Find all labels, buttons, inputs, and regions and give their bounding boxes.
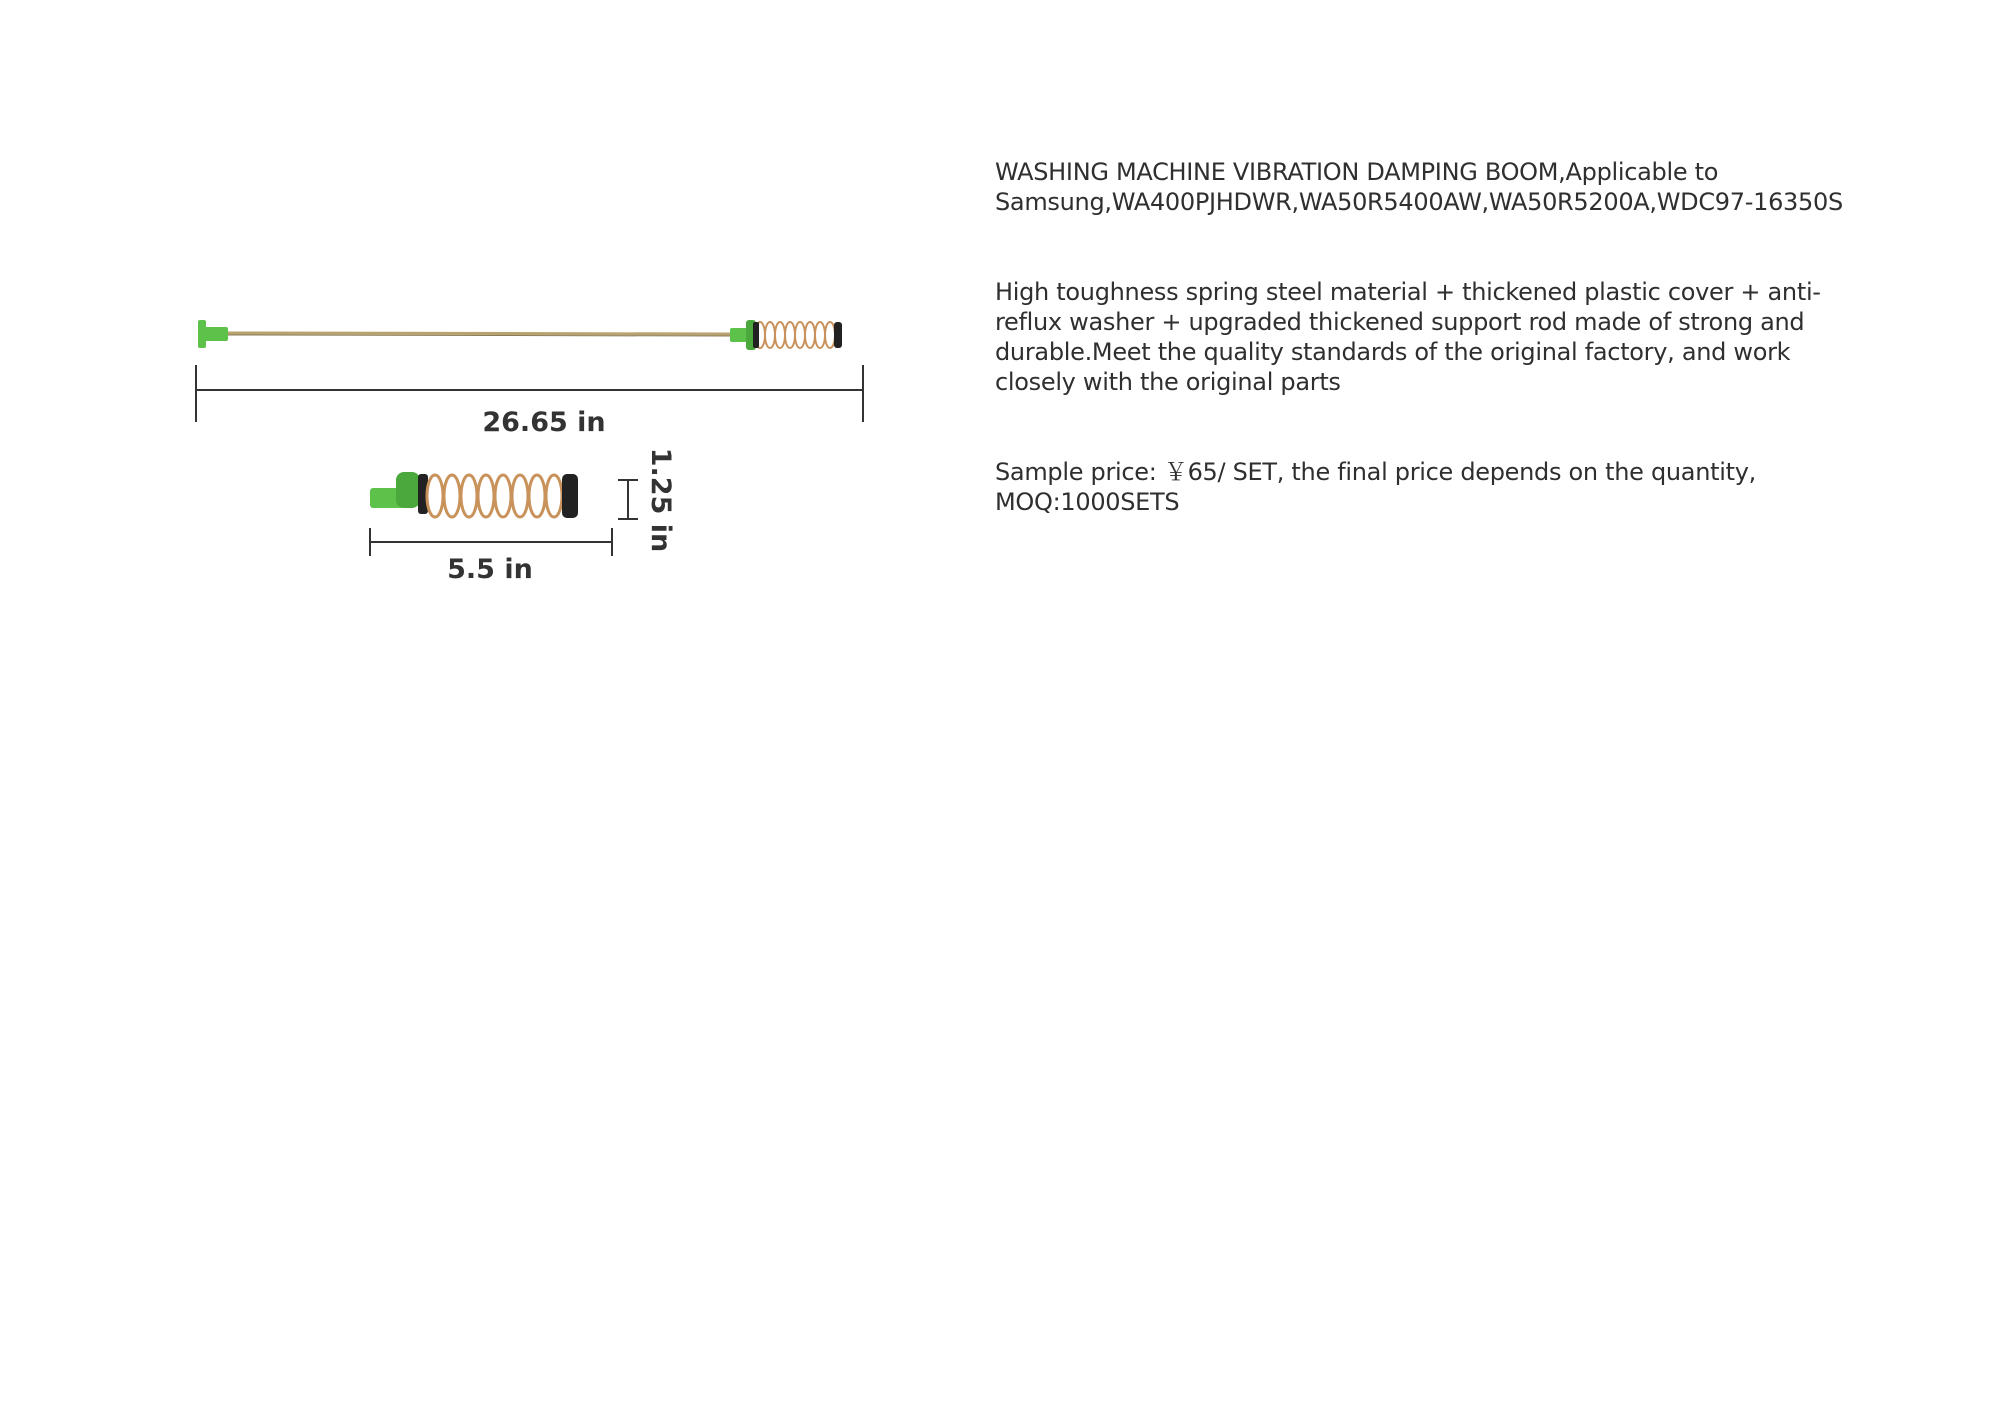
product-title — [995, 157, 1875, 217]
rod-line — [228, 333, 730, 334]
long-spring — [755, 322, 835, 348]
product-figure — [190, 300, 890, 600]
moq-line: MOQ:1000SETS — [995, 488, 1180, 516]
left-cap-body — [204, 327, 228, 341]
price-info — [995, 457, 1875, 517]
spring-closeup — [370, 448, 676, 585]
spring-end-cap — [834, 322, 842, 348]
overall-length-label: 26.65 in — [482, 407, 606, 438]
product-description: High toughness spring steel material + thickened plastic cover + anti-reflux washer + upgraded thickened support rod made of strong and durable.Meet the quality standards of the original factory, and work closely with the original parts — [995, 278, 1821, 396]
long-rod-assembly — [198, 320, 842, 350]
closeup-end-cap — [562, 474, 578, 518]
price-line-1: Sample price: ￥65/ SET, the final price depends on the quantity, — [995, 458, 1756, 486]
closeup-spring — [427, 475, 562, 517]
spring-length-label: 5.5 in — [447, 554, 533, 585]
product-title-line-1: WASHING MACHINE VIBRATION DAMPING BOOM,Applicable to — [995, 158, 1719, 186]
damper-rod-diagram — [190, 300, 890, 600]
overall-length-dimension — [196, 365, 863, 438]
spring-washer-left — [753, 322, 759, 348]
spring-diameter-label: 1.25 in — [645, 447, 676, 553]
closeup-cap-flange — [396, 472, 420, 508]
product-title-line-2: Samsung,WA400PJHDWR,WA50R5400AW,WA50R5200A,WDC97-16350S — [995, 188, 1843, 216]
